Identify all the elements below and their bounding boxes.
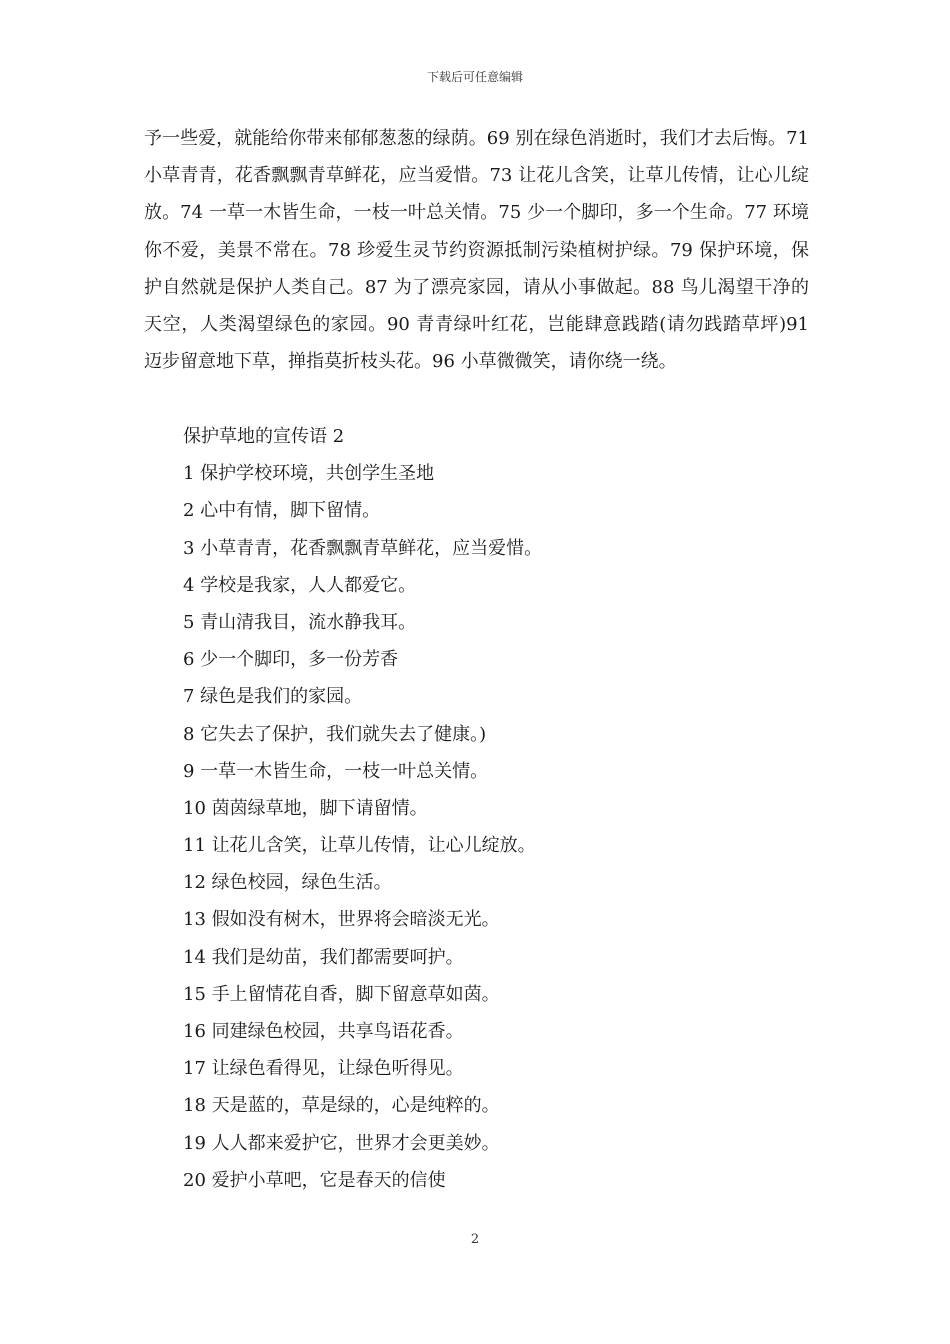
section-title: 保护草地的宣传语 2 — [183, 426, 345, 447]
list-item: 1 保护学校环境，共创学生圣地 — [183, 463, 435, 485]
list-item: 8 它失去了保护，我们就失去了健康。) — [183, 723, 487, 745]
list-item: 20 爱护小草吧，它是春天的信使 — [183, 1169, 446, 1191]
list-item: 17 让绿色看得见，让绿色听得见。 — [183, 1058, 464, 1080]
list-item: 16 同建绿色校园，共享鸟语花香。 — [183, 1021, 464, 1042]
page-header: 下载后可任意编辑 — [426, 70, 523, 84]
list-item: 6 少一个脚印，多一份芳香 — [183, 649, 399, 671]
list-item: 18 天是蓝的，草是绿的，心是纯粹的。 — [183, 1095, 500, 1117]
list-item: 12 绿色校园，绿色生活。 — [183, 872, 392, 894]
body-paragraph: 予一些爱，就能给你带来郁郁葱葱的绿荫。69 别在绿色消逝时，我们才去后悔。71 小草青青，花香飘飘青草鲜花，应当爱惜。73 让花儿含笑，让草儿传情，让心儿绽放。74 一草一木皆生命，一枝一叶总关情。75 少一个脚印，多一个生命。77 环境你不爱，美景不常在。78 珍爱生灵节约资源抵制污染植树护绿。79 保护环境，保护自然就是保护人类自己。87 为了漂亮家园，请从小事做起。88 鸟儿渴望干净的天空，人类渴望绿色的家园。90 青青绿叶红花，岂能肆意践踏(请勿践踏草坪)91 迈步留意地下草，掸指莫折枝头花。96 小草微微笑，请你绕一绕。 — [144, 128, 809, 373]
slogan-list — [183, 418, 542, 1199]
list-item: 4 学校是我家，人人都爱它。 — [183, 574, 417, 596]
list-item: 5 青山清我目，流水静我耳。 — [183, 611, 417, 633]
page-number: 2 — [470, 1232, 480, 1247]
list-item: 13 假如没有树木，世界将会暗淡无光。 — [183, 909, 500, 931]
list-item: 3 小草青青，花香飘飘青草鲜花，应当爱惜。 — [183, 537, 543, 559]
list-item: 2 心中有情，脚下留情。 — [183, 500, 381, 522]
list-item: 7 绿色是我们的家园。 — [183, 686, 363, 708]
list-item: 9 一草一木皆生命，一枝一叶总关情。 — [183, 760, 489, 782]
list-item: 14 我们是幼苗，我们都需要呵护。 — [183, 946, 464, 968]
list-item: 15 手上留情花自香，脚下留意草如茵。 — [183, 983, 500, 1005]
list-item: 19 人人都来爱护它，世界才会更美妙。 — [183, 1132, 500, 1154]
list-item: 10 茵茵绿草地，脚下请留情。 — [183, 797, 428, 819]
list-item: 11 让花儿含笑，让草儿传情，让心儿绽放。 — [183, 835, 536, 857]
